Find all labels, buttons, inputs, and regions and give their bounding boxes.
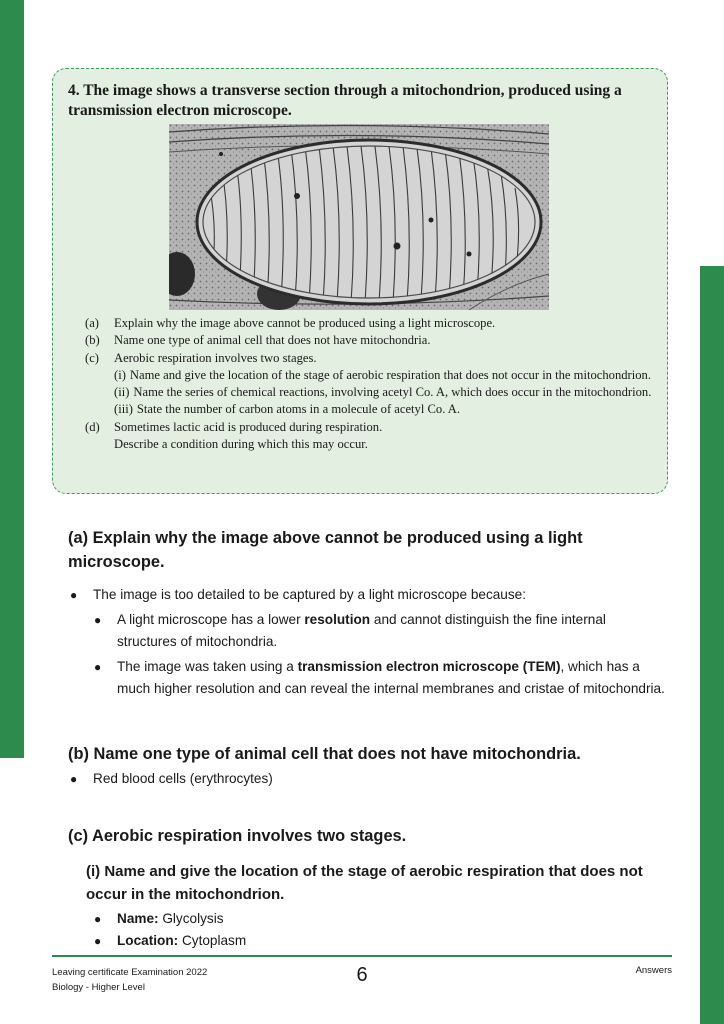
answer-c-heading: (c) Aerobic respiration involves two stages. (68, 827, 407, 845)
bullet-icon: ● (70, 588, 78, 602)
answer-b-section (68, 742, 668, 790)
question-parts (85, 315, 655, 453)
left-accent-bar (0, 0, 24, 758)
bullet-icon: ● (70, 772, 78, 786)
answer-a-section (68, 526, 668, 700)
question-title: 4. The image shows a transverse section through a mitochondrion, produced using a transmission electron microscope. (68, 82, 622, 119)
question-part-d: (d) Sometimes lactic acid is produced during respiration. Describe a condition during which this may occur. (85, 419, 383, 452)
footer-section-label: Answers (635, 965, 672, 976)
list-item: ● A light microscope has a lower resolution and cannot distinguish the fine internal structures of mitochondria. (68, 609, 668, 653)
mitochondrion-micrograph (169, 124, 549, 310)
list-item: ● The image was taken using a transmission electron microscope (TEM), which has a much higher resolution and can reveal the internal membranes and cristae of mitochondria. (68, 656, 668, 700)
question-part-c-i: (i) Name and give the location of the stage of aerobic respiration that does not occur in the mitochondrion. (114, 367, 651, 382)
list-item: ● Location: Cytoplasm (68, 930, 668, 952)
bullet-icon: ● (94, 934, 102, 948)
answer-a-heading: (a) Explain why the image above cannot be produced using a light microscope. (68, 529, 583, 571)
question-box (52, 68, 668, 494)
bullet-icon: ● (94, 660, 102, 674)
question-part-c: (c) Aerobic respiration involves two stages. (85, 350, 317, 365)
page-number: 6 (356, 964, 368, 986)
question-part-a: (a) Explain why the image above cannot be produced using a light microscope. (85, 316, 496, 330)
footer-exam-info: Leaving certificate Examination 2022 Biology - Higher Level (52, 967, 208, 993)
bullet-icon: ● (94, 613, 102, 627)
question-part-b: (b) Name one type of animal cell that does not have mitochondria. (85, 333, 431, 348)
answer-c-section (68, 824, 668, 952)
question-part-c-ii: (ii) Name the series of chemical reactions, involving acetyl Co. A, which does occur in the mitochondrion. (114, 385, 652, 400)
question-part-c-iii: (iii) State the number of carbon atoms in a molecule of acetyl Co. A. (114, 402, 461, 417)
list-item: ● Name: Glycolysis (68, 908, 668, 930)
bullet-icon: ● (94, 912, 102, 926)
answer-b-heading: (b) Name one type of animal cell that does not have mitochondria. (68, 745, 581, 763)
right-accent-bar (700, 266, 724, 1024)
list-item: ● Red blood cells (erythrocytes) (68, 768, 668, 790)
footer-divider (52, 955, 672, 957)
list-item: ● The image is too detailed to be captured by a light microscope because: (68, 584, 668, 606)
answer-c-i-heading: (i) Name and give the location of the stage of aerobic respiration that does not occur in the mitochondrion. (86, 863, 643, 903)
